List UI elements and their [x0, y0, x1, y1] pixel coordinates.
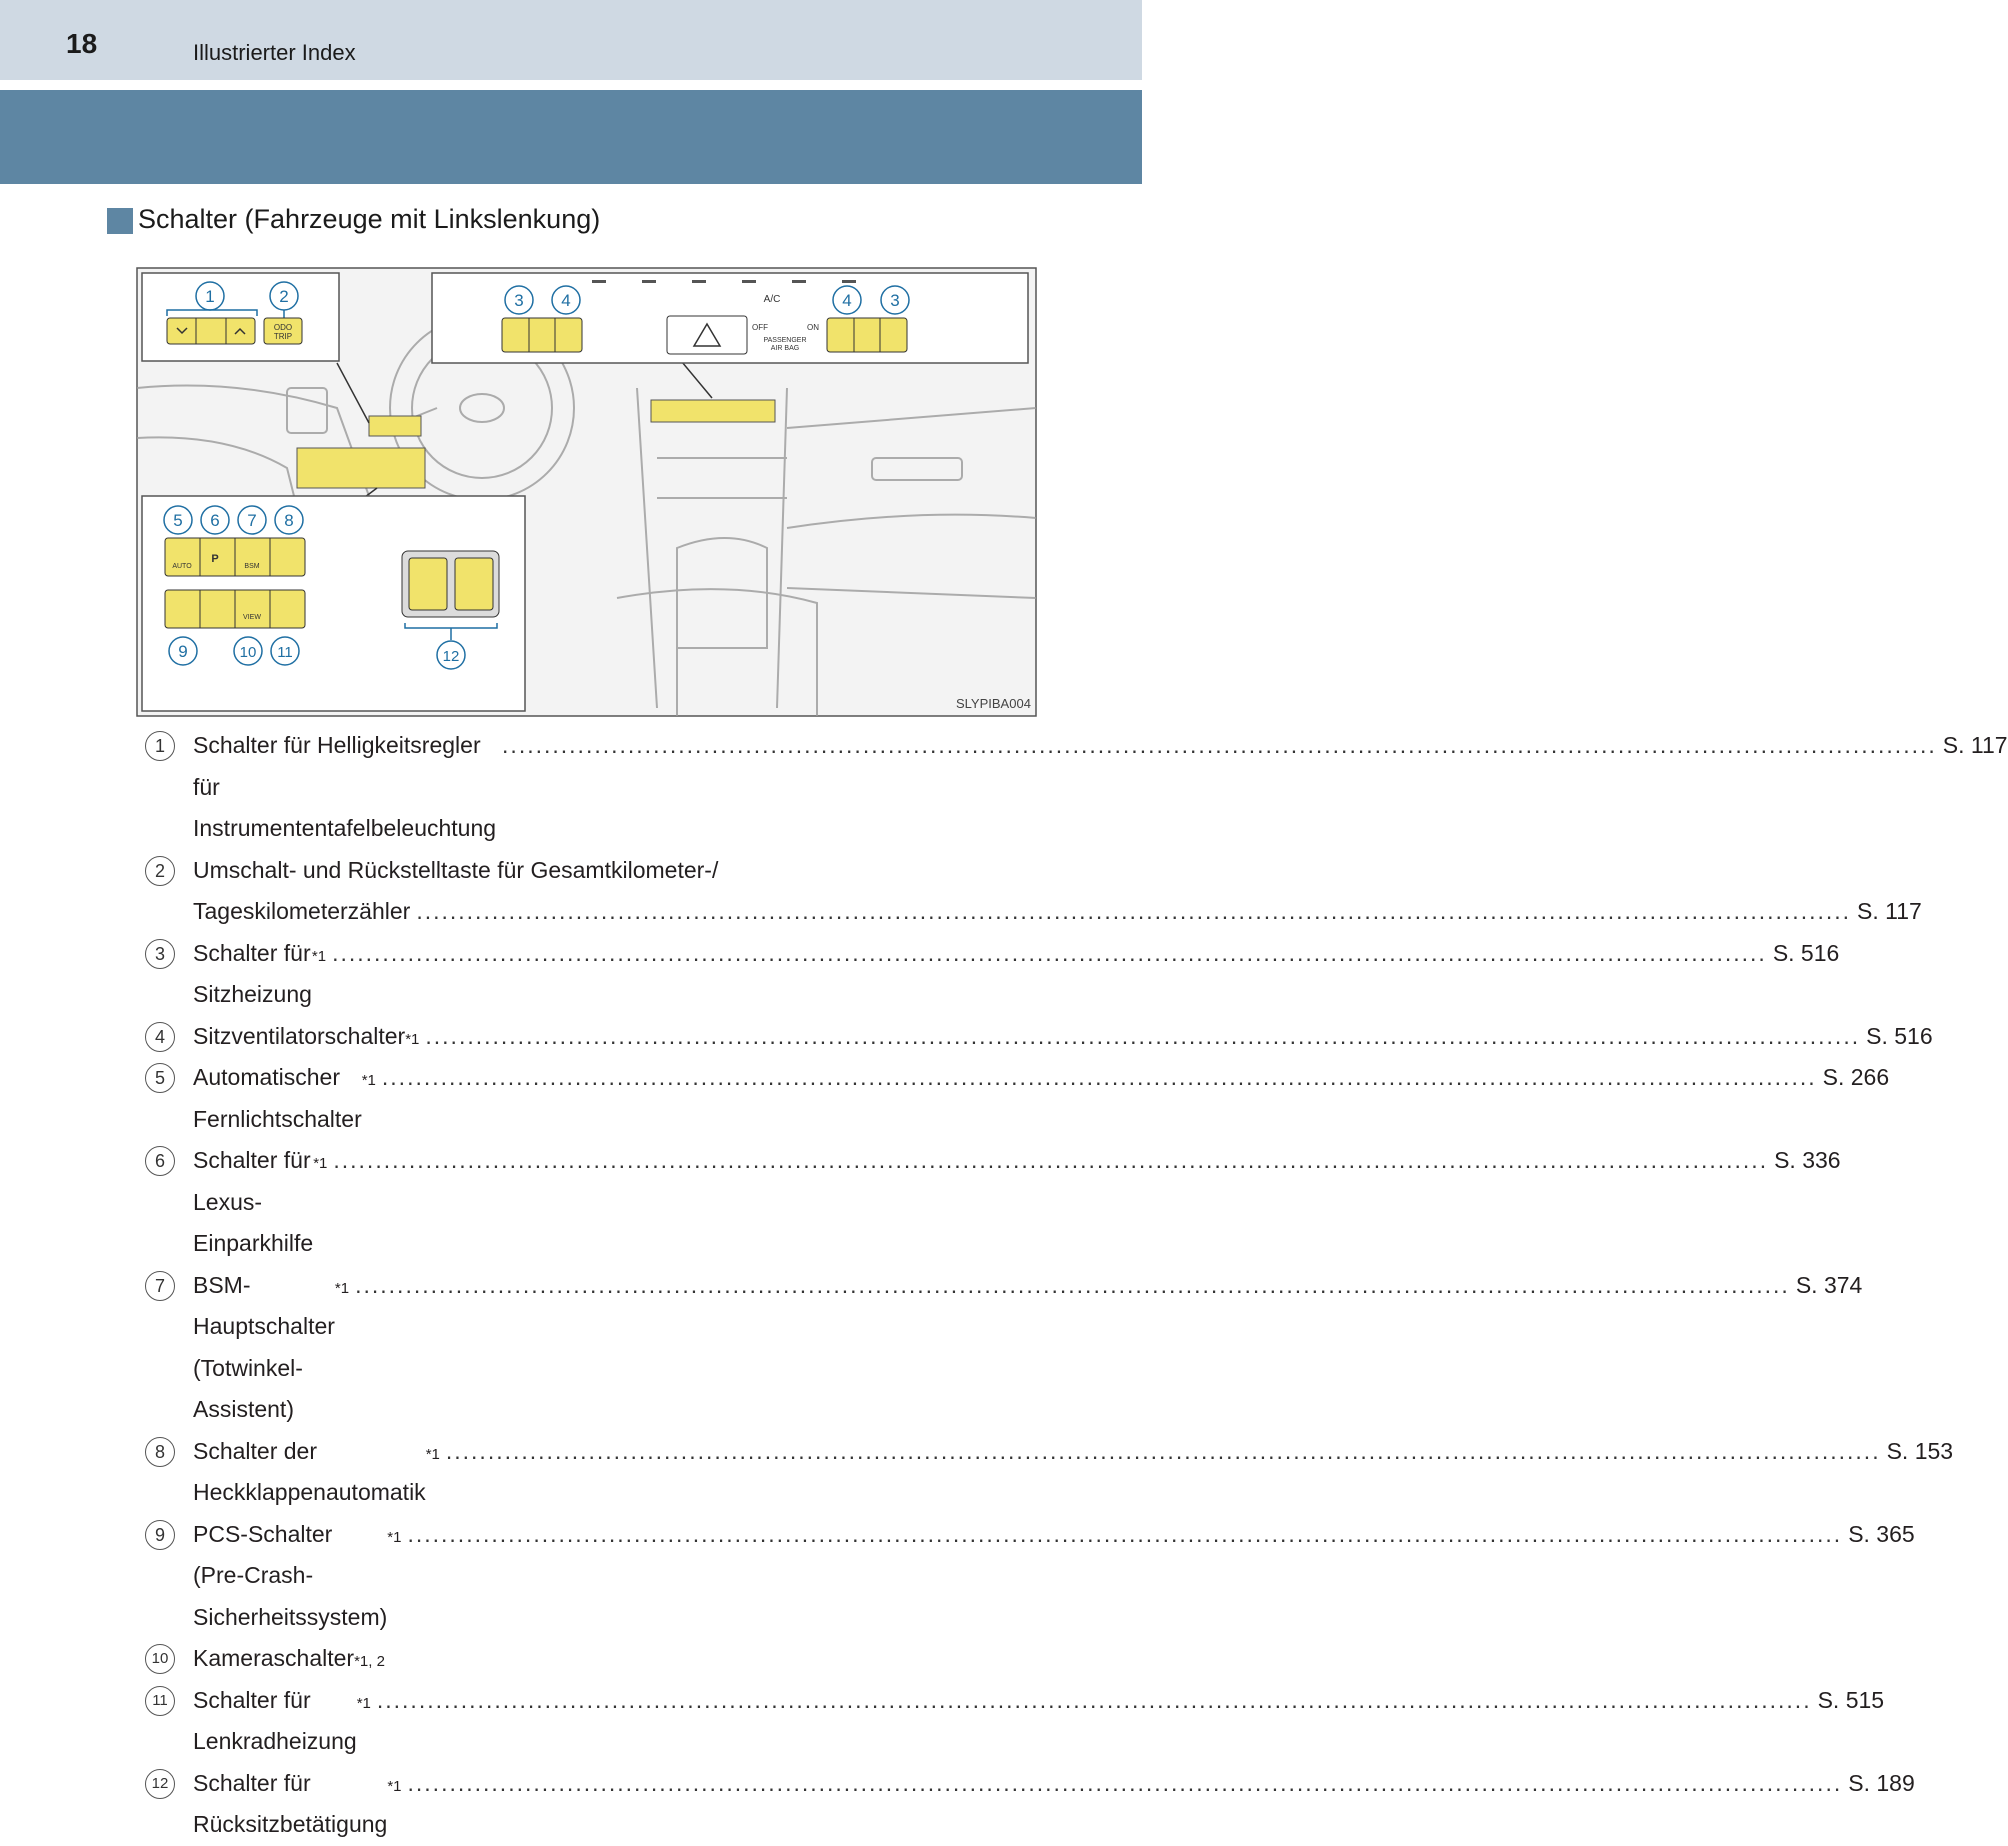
item-text: Schalter für Sitzheizung [193, 939, 312, 1007]
item-page: S. 516 [1866, 1022, 1933, 1049]
list-item: 5 Automatischer Fernlichtschalter *1 ..... S. 266 [145, 1057, 990, 1140]
airbag-label: AIR BAG [770, 345, 800, 352]
item-page: S. 515 [1817, 1686, 1885, 1713]
callout-12-label: 12 [442, 648, 460, 665]
callout-5 [164, 506, 192, 534]
item-number: 5 [145, 1063, 175, 1093]
item-text: Schalter für Rücksitzbetätigung [193, 1769, 388, 1837]
item-page: S. 117 [1942, 732, 2008, 758]
header-divider [0, 80, 1142, 90]
callout-1 [196, 282, 224, 310]
list-item [145, 725, 2008, 850]
item-text: BSM-Hauptschalter (Totwinkel-Assistent) [193, 1271, 335, 1422]
callout-3b-label: 3 [890, 291, 900, 310]
callout-1-label: 1 [205, 287, 215, 306]
callout-4a-label: 4 [561, 291, 571, 310]
list-item: 12 Schalter für Rücksitzbetätigung *1 ..... S. 189 [145, 1763, 990, 1846]
list-item: 6 Schalter für Lexus-Einparkhilfe *1 ..... S. 336 [145, 1140, 990, 1265]
page-number: 18 [66, 28, 98, 59]
callout-2-label: 2 [279, 287, 289, 306]
callout-11 [271, 637, 299, 665]
item-page: S. 266 [1822, 1064, 1890, 1090]
odo-label: ODO [273, 323, 293, 332]
callout-12 [437, 641, 465, 669]
item-page: S. 117 [1857, 898, 1922, 924]
item-number: 8 [145, 1437, 175, 1467]
item-text: Schalter für Lexus-Einparkhilfe [193, 1147, 314, 1256]
list-item: 3 Schalter für Sitzheizung *1 ..... S. 516 [145, 933, 990, 1016]
item-number: 12 [145, 1769, 175, 1799]
callout-5-label: 5 [173, 511, 183, 530]
callout-2 [270, 282, 298, 310]
list-item [145, 850, 1922, 933]
ac-label: A/C [763, 294, 781, 305]
figure-code: SLYPIBA004 [956, 696, 1031, 711]
item-text: Schalter für Lenkradheizung [193, 1686, 357, 1754]
list-item: 9 PCS-Schalter (Pre-Crash-Sicherheitssystem) *1 ..... S. 365 [145, 1514, 990, 1639]
section-title: Schalter (Fahrzeuge mit Linkslenkung) [138, 204, 601, 234]
item-text: PCS-Schalter (Pre-Crash-Sicherheitssystem) [193, 1520, 388, 1630]
callout-10-label: 10 [239, 644, 257, 661]
item-page: S. 374 [1795, 1271, 1863, 1298]
callout-3a-label: 3 [514, 291, 524, 310]
callout-6-label: 6 [210, 511, 220, 530]
callout-7-label: 7 [247, 511, 257, 530]
p-label: P [211, 553, 219, 565]
airbag-on-label: ON [807, 323, 819, 332]
item-number: 9 [145, 1520, 175, 1550]
item-page: S. 365 [1848, 1520, 1915, 1547]
item-text: Kameraschalter [193, 1645, 355, 1671]
item-number: 3 [145, 939, 175, 969]
list-item: 4 Sitzventilatorschalter *1 ..... S. 516 [145, 1016, 990, 1058]
item-number: 11 [145, 1686, 175, 1716]
trip-label: TRIP [273, 332, 293, 341]
callout-10 [234, 637, 262, 665]
item-text: Schalter der Heckklappenautomatik [193, 1437, 426, 1505]
item-number: 6 [145, 1146, 175, 1176]
item-text: Sitzventilatorschalter [193, 1022, 406, 1049]
callout-8-label: 8 [284, 511, 294, 530]
auto-label: AUTO [172, 563, 192, 570]
callout-3b [881, 286, 909, 314]
item-page: S. 336 [1774, 1147, 1841, 1173]
item-number: 1 [145, 731, 175, 761]
section-marker [107, 208, 133, 234]
callout-3a [505, 286, 533, 314]
list-item: 11 Schalter für Lenkradheizung *1 ..... S. 515 [145, 1680, 990, 1763]
list-item: 8 Schalter der Heckklappenautomatik *1 ..... S. 153 [145, 1431, 990, 1514]
callout-11-label: 11 [277, 644, 293, 661]
view-label: VIEW [243, 614, 261, 621]
bsm-label: BSM [244, 563, 260, 570]
item-number: 2 [145, 856, 175, 886]
callout-9 [169, 637, 197, 665]
item-page: S. 189 [1848, 1769, 1915, 1796]
list-item: 10 Kameraschalter *1, 2 [145, 1638, 990, 1680]
item-text: Automatischer Fernlichtschalter [193, 1064, 362, 1132]
switch-list [145, 725, 2008, 1846]
item-page: S. 153 [1886, 1437, 1954, 1464]
item-number: 10 [145, 1644, 175, 1674]
callout-8 [275, 506, 303, 534]
dashboard-illustration [137, 268, 1036, 716]
callout-7 [238, 506, 266, 534]
item-text: Schalter für Helligkeitsregler für Instrumententafelbeleuchtung [193, 732, 497, 841]
callout-4a [552, 286, 580, 314]
airbag-off-label: OFF [752, 323, 768, 332]
callout-4b-label: 4 [842, 291, 852, 310]
item-number: 4 [145, 1022, 175, 1052]
callout-9-label: 9 [178, 642, 188, 661]
item-number: 7 [145, 1271, 175, 1301]
item-text-continued: Tageskilometerzähler [193, 898, 411, 924]
callout-4b [833, 286, 861, 314]
header-title: Illustrierter Index [193, 40, 356, 65]
header-band [0, 90, 1142, 184]
page-header [0, 0, 1142, 80]
item-text: Umschalt- und Rückstelltaste für Gesamtkilometer-/ [193, 856, 719, 883]
passenger-label: PASSENGER [763, 337, 807, 344]
item-page: S. 516 [1772, 939, 1840, 966]
callout-6 [201, 506, 229, 534]
list-item: 7 BSM-Hauptschalter (Totwinkel-Assistent) *1 ..... S. 374 [145, 1265, 990, 1431]
